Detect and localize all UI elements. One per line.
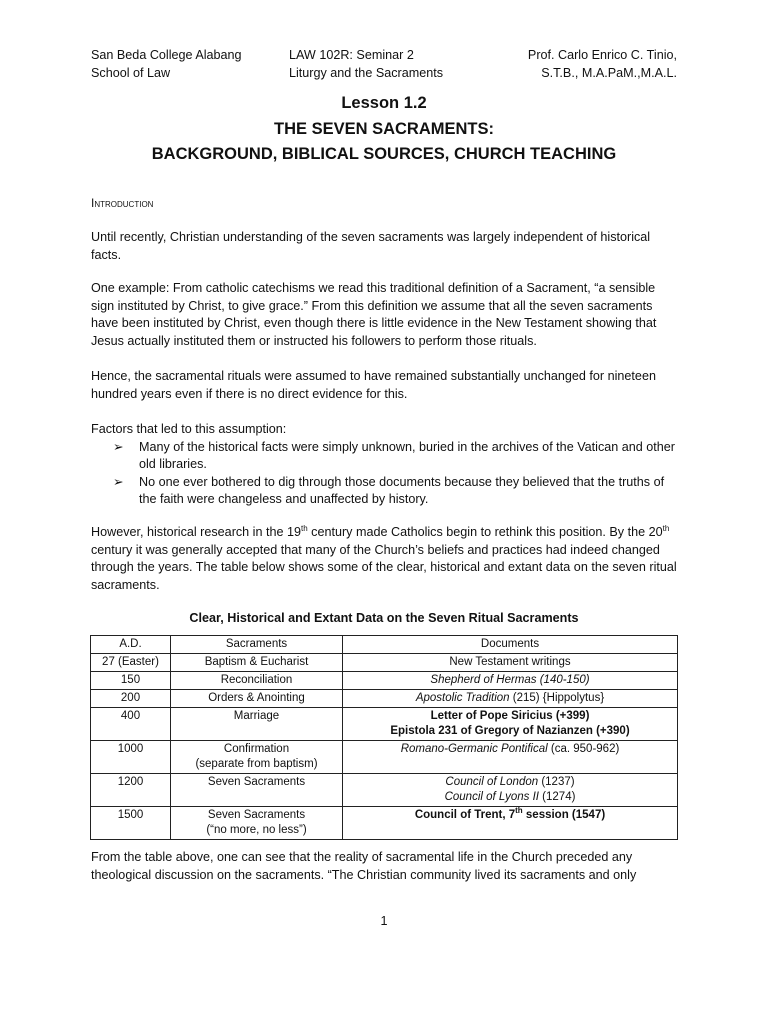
superscript-th: th bbox=[662, 523, 670, 533]
document-title: Apostolic Tradition bbox=[415, 692, 510, 704]
table-row bbox=[91, 690, 678, 708]
sacrament-line: (“no more, no less”) bbox=[206, 824, 307, 836]
paragraph-4-part-b: century made Catholics begin to rethink this position. By the 20 bbox=[307, 525, 663, 539]
table-row bbox=[91, 672, 678, 690]
document-title: Council of Trent, 7 bbox=[414, 809, 516, 821]
table-row bbox=[91, 774, 678, 807]
header-school-line2: School of Law bbox=[91, 66, 171, 80]
cell-document: Shepherd of Hermas (140-150) bbox=[343, 672, 678, 690]
paragraph-3: Hence, the sacramental rituals were assumed to have remained substantially unchanged for nineteen hundred years even if there is no direct evidence for this. bbox=[91, 369, 656, 401]
table-row bbox=[91, 654, 678, 672]
cell-sacrament: Orders & Anointing bbox=[171, 690, 343, 708]
table-caption: Clear, Historical and Extant Data on the Seven Ritual Sacraments bbox=[189, 611, 579, 625]
section-heading-text: Introduction bbox=[91, 196, 154, 210]
column-header-ad: A.D. bbox=[91, 636, 171, 654]
document-line bbox=[346, 790, 674, 805]
sacraments-table bbox=[90, 635, 678, 840]
factors-block bbox=[91, 421, 677, 509]
lesson-number: Lesson 1.2 bbox=[341, 94, 427, 112]
document-line: Epistola 231 of Gregory of Nazianzen (+390) bbox=[390, 725, 630, 737]
page-title-line1: THE SEVEN SACRAMENTS: bbox=[273, 120, 495, 138]
table-row bbox=[91, 741, 678, 774]
header-professor bbox=[528, 46, 677, 82]
cell-sacrament: Seven Sacraments bbox=[171, 774, 343, 807]
header-professor-line1: Prof. Carlo Enrico C. Tinio, bbox=[527, 48, 677, 62]
cell-ad: 1500 bbox=[91, 807, 171, 840]
paragraph-1: Until recently, Christian understanding of the seven sacraments was largely independent of historical facts. bbox=[91, 230, 651, 262]
cell-document bbox=[343, 807, 678, 840]
list-item bbox=[91, 474, 677, 509]
factors-intro: Factors that led to this assumption: bbox=[91, 422, 287, 436]
table-row bbox=[91, 807, 678, 840]
cell-document bbox=[343, 741, 678, 774]
cell-sacrament bbox=[171, 807, 343, 840]
cell-document bbox=[343, 708, 678, 741]
cell-document: New Testament writings bbox=[343, 654, 678, 672]
list-item-text: No one ever bothered to dig through those documents because they believed that the truths of the faith were changeless and unaffected by history. bbox=[139, 474, 665, 506]
column-header-sacraments: Sacraments bbox=[171, 636, 343, 654]
column-header-documents: Documents bbox=[343, 636, 678, 654]
cell-ad: 27 (Easter) bbox=[91, 654, 171, 672]
cell-document bbox=[343, 690, 678, 708]
cell-ad: 200 bbox=[91, 690, 171, 708]
cell-ad: 1200 bbox=[91, 774, 171, 807]
cell-sacrament bbox=[171, 741, 343, 774]
page-title-line2: BACKGROUND, BIBLICAL SOURCES, CHURCH TEACHING bbox=[151, 145, 617, 163]
document-detail: (215) {Hippolytus} bbox=[509, 692, 605, 704]
document-detail: (1237) bbox=[538, 776, 575, 788]
document-line: Letter of Pope Siricius (+399) bbox=[430, 710, 590, 722]
header-school bbox=[91, 46, 242, 82]
cell-document bbox=[343, 774, 678, 807]
paragraph-2: One example: From catholic catechisms we read this traditional definition of a Sacrament, “a sensible sign instituted by Christ, to give grace.” From this definition we assume that all the seven sacraments have been instituted by Christ, even though there is little evidence in the New Testament showing that Jesus actually instituted them or instructed his followers to perform those rituals. bbox=[91, 281, 657, 348]
paragraph-5: From the table above, one can see that the reality of sacramental life in the Church preceded any theological discussion on the sacraments. “The Christian community lived its sacraments and only bbox=[91, 850, 637, 882]
arrow-bullet-icon: ➢ bbox=[113, 474, 124, 489]
superscript-th: th bbox=[301, 523, 308, 533]
cell-sacrament: Reconciliation bbox=[171, 672, 343, 690]
document-detail: (ca. 950-962) bbox=[547, 743, 620, 755]
header-school-line1: San Beda College Alabang bbox=[91, 48, 242, 62]
section-heading bbox=[91, 195, 677, 213]
cell-sacrament: Marriage bbox=[171, 708, 343, 741]
arrow-bullet-icon: ➢ bbox=[113, 439, 124, 454]
paragraph-4 bbox=[91, 524, 677, 594]
document-title: Council of London bbox=[445, 776, 539, 788]
table-header-row bbox=[91, 636, 678, 654]
table-row bbox=[91, 708, 678, 741]
header-course-line1: LAW 102R: Seminar 2 bbox=[289, 48, 414, 62]
paragraph-4-part-a: However, historical research in the 19 bbox=[91, 525, 301, 539]
list-item-text: Many of the historical facts were simply unknown, buried in the archives of the Vatican and other old libraries. bbox=[139, 439, 675, 471]
header-professor-line2: S.T.B., M.A.PaM.,M.A.L. bbox=[541, 66, 677, 80]
cell-ad: 1000 bbox=[91, 741, 171, 774]
paragraph-4-part-c: century it was generally accepted that many of the Church’s beliefs and practices had indeed changed through the years. The table below shows some of the clear, historical and extant data on the seven ritual sacraments. bbox=[91, 542, 677, 592]
factors-list bbox=[91, 439, 677, 509]
document-detail: (1274) bbox=[538, 791, 576, 803]
superscript-th: th bbox=[515, 806, 523, 816]
document-line bbox=[346, 775, 674, 790]
header-course bbox=[289, 46, 443, 82]
document-title: Romano-Germanic Pontifical bbox=[400, 743, 548, 755]
header-course-line2: Liturgy and the Sacraments bbox=[289, 66, 444, 80]
sacrament-line: Confirmation bbox=[223, 743, 290, 755]
sacrament-line: (separate from baptism) bbox=[195, 758, 318, 770]
document-detail: session (1547) bbox=[522, 809, 606, 821]
cell-ad: 150 bbox=[91, 672, 171, 690]
cell-ad: 400 bbox=[91, 708, 171, 741]
document-title: Council of Lyons II bbox=[444, 791, 539, 803]
cell-sacrament: Baptism & Eucharist bbox=[171, 654, 343, 672]
sacrament-line: Seven Sacraments bbox=[207, 809, 306, 821]
page-number: 1 bbox=[380, 914, 388, 928]
list-item bbox=[91, 439, 677, 474]
